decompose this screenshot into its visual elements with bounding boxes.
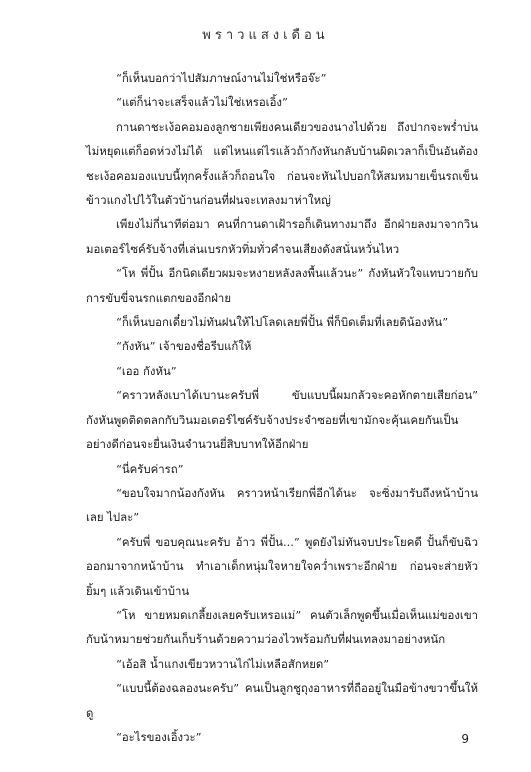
paragraph: เพียงไม่กี่นาทีต่อมา คนที่กานดาเฝ้ารอก็เดินทางมาถึง อีกฝ่ายลงมาจากวินมอเตอร์ไซค์รับจ้างที่เล่นเบรกหัวทิ่มทั่วคำจนเสียงดังสนั่นหวั่นไหว <box>86 217 478 256</box>
paragraph: “โห พี่ปั้น อีกนิดเดียวผมจะหงายหลังลงพื้นแล้วนะ” กังหันหัวใจแทบวายกับการขับขี่จนรกแตกของอีกฝ่าย <box>86 266 478 305</box>
paragraph: “แบบนี้ต้องฉลองนะครับ” คนเป็นลูกชูถุงอาหารที่ถืออยู่ในมือข้างขวาขึ้นให้ดู <box>86 681 478 720</box>
paragraph: “โห ขายหมดเกลี้ยงเลยครับเหรอแม่” คนตัวเล็กพูดขึ้นเมื่อเห็นแม่ของเขากับน้าหมายช่วยกันเก็บร้านด้วยความว่องไวพร้อมกับที่ฝนเทลงมาอย่างหนัก <box>86 607 478 647</box>
paragraph: “แต่ก็น่าจะเสร็จแล้วไม่ใช่เหรอเอิ้ง” <box>116 95 288 110</box>
body-text <box>86 66 478 749</box>
paragraph: “อะไรของเอิ้งวะ” <box>116 729 202 744</box>
paragraph: “นี่ครับค่ารถ” <box>116 461 184 476</box>
paragraph: “เออ กังหัน” <box>116 363 177 378</box>
page-number: 9 <box>461 732 469 746</box>
paragraph: “ขอบใจมากน้องกังหัน คราวหน้าเรียกพี่อีกได้นะ จะซิ่งมารับถึงหน้าบ้านเลย ไปละ” <box>86 485 478 525</box>
paragraph: กานดาชะเง้อคอมองลูกชายเพียงคนเดียวของนางไปด้วย ถึงปากจะพร่ำบ่นไม่หยุดแต่ก็อดห่วงไม่ได้ แต่ไหนแต่ไรแล้วถ้ากังหันกลับบ้านผิดเวลาก็เป็นอันต้องชะเง้อคอมองแบบนี้ทุกครั้งแล้วก็ถอนใจ ก่อนจะหันไปบอกให้สมหมายเข็นรถเข็นข้าวแกงไปไว้ในตัวบ้านก่อนที่ฝนจะเทลงมาห่าใหญ่ <box>86 119 478 208</box>
paragraph: “ก็เห็นบอกเดี๋ยวไม่ทันฝนให้ไปโลดเลยพี่ปั้น พี่ก็บิดเต็มที่เลยดิน้องหัน” <box>116 315 449 330</box>
paragraph: “คราวหลังเบาได้เบานะครับพี่ ขับแบบนี้ผมกลัวจะคอหักตายเสียก่อน” กังหันพูดติดตลกกับวินมอเตอร์ไซค์รับจ้างประจำซอยที่เขามักจะคุ้นเคยกันเป็นอย่างดีก่อนจะยื่นเงินจำนวนยี่สิบบาทให้อีกฝ่าย <box>86 388 478 452</box>
running-header-book-title: พราวแสงเดือน <box>202 28 329 43</box>
paragraph: “กังหัน” เจ้าของชื่อรีบแก้ให้ <box>116 339 252 354</box>
paragraph: “เอ้อสิ น้ำแกงเขียวหวานไก่ไม่เหลือสักหยด” <box>116 656 330 671</box>
paragraph: “ก็เห็นบอกว่าไปสัมภาษณ์งานไม่ใช่หรือจ๊ะ” <box>116 71 327 85</box>
paragraph: “ครับพี่ ขอบคุณนะครับ อ้าว พี่ปั้น...” พูดยังไม่ทันจบประโยคดี ปั้นก็ขับฉิวออกมาจากหน้าบ้าน ทำเอาเด็กหนุ่มใจหายใจคว่ำเพราะอีกฝ่าย ก่อนจะส่ายหัวยิ้มๆ แล้วเดินเข้าบ้าน <box>86 534 478 598</box>
